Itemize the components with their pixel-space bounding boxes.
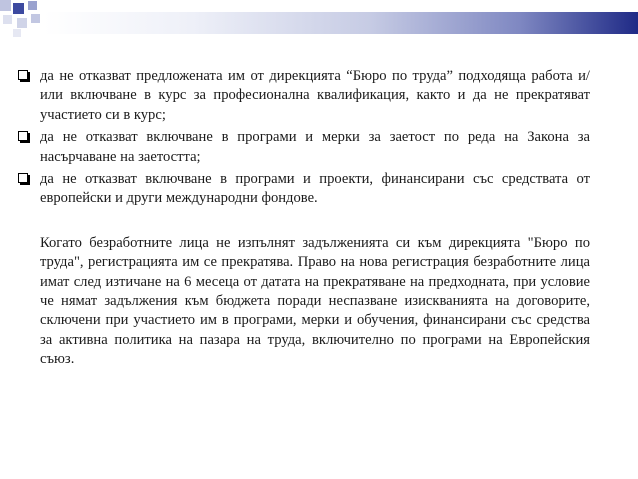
list-item — [18, 170, 590, 209]
square-bullet-icon — [18, 173, 28, 183]
slide-content — [18, 67, 590, 370]
bullet-text: да не отказват включване в програми и проекти, финансирани със средствата от европейски и други международни фондове. — [40, 171, 590, 207]
bullet-text: да не отказват предложената им от дирекцията “Бюро по труда” подходяща работа и/или включване в курс за професионална квалификация, както и да не прекратяват участието си в курс; — [40, 68, 590, 123]
list-item — [18, 67, 590, 125]
list-item — [18, 128, 590, 167]
deco-square — [13, 3, 24, 14]
square-bullet-icon — [18, 70, 28, 80]
header-gradient-bar — [44, 12, 638, 34]
header-decoration — [0, 0, 638, 40]
deco-square — [0, 0, 11, 11]
deco-square — [17, 18, 27, 28]
deco-square — [31, 14, 40, 23]
deco-square — [28, 1, 37, 10]
body-paragraph: Когато безработните лица не изпълнят задълженията си към дирекцията "Бюро по труда", регистрацията им се прекратява. Право на нова регистрация безработните лица имат след изтичане на 6 месеца от датата на прекратяване на предходната, при условие че нямат задължения към бюджета поради неспазване изискванията на договорите, сключени при участието им в програми, мерки и обучения, финансирани със средства за активна политика на пазара на труда, включително по програми на Европейския съюз. — [40, 234, 590, 368]
square-bullet-icon — [18, 131, 28, 141]
deco-square — [3, 15, 12, 24]
deco-square — [13, 29, 21, 37]
bullet-text: да не отказват включване в програми и мерки за заетост по реда на Закона за насърчаване на заетостта; — [40, 129, 590, 165]
